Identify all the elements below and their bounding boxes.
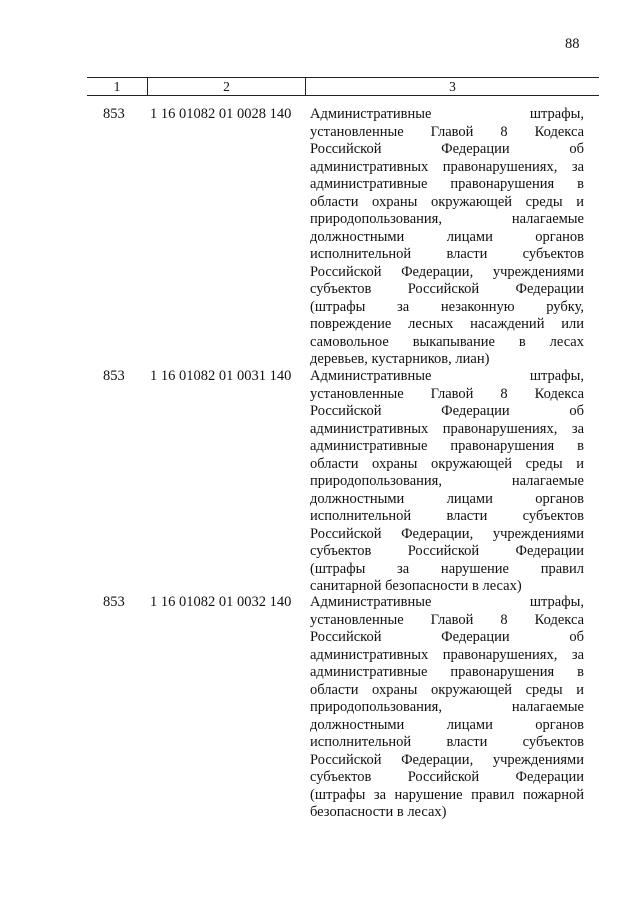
kbk-code: 1 16 01082 01 0031 140 — [150, 368, 292, 384]
description-line: Российской Федерации, учреждениями — [310, 263, 584, 280]
description-line: субъектов Российской Федерации — [310, 769, 584, 785]
description-line: самовольное выкапывание в лесах — [310, 333, 584, 350]
description-line: исполнительной власти субъектов — [310, 246, 584, 262]
description — [310, 368, 584, 596]
description-line: санитарной безопасности в лесах) — [310, 578, 522, 594]
description-line: Административные штрафы, — [310, 594, 584, 610]
description-line: административные правонарушения в — [310, 438, 584, 454]
description-line: области охраны окружающей среды и — [310, 193, 584, 210]
description-line: установленные Главой 8 Кодекса — [310, 385, 584, 402]
description-line: должностными лицами органов — [310, 716, 584, 733]
description-line: области охраны окружающей среды и — [310, 455, 584, 472]
description-line: исполнительной власти субъектов — [310, 508, 584, 524]
description-line: субъектов Российской Федерации — [310, 543, 584, 559]
description-line: (штрафы за нарушение правил — [310, 560, 584, 577]
description-line: должностными лицами органов — [310, 490, 584, 507]
description — [310, 594, 584, 822]
header-col-3: 3 — [449, 79, 456, 94]
description-line: повреждение лесных насаждений или — [310, 316, 584, 332]
kbk-code: 1 16 01082 01 0028 140 — [150, 106, 292, 122]
description-line: (штрафы за незаконную рубку, — [310, 298, 584, 315]
header-col-2: 2 — [223, 79, 230, 94]
description-line: административных правонарушениях, за — [310, 646, 584, 663]
description-line: области охраны окружающей среды и — [310, 681, 584, 698]
description-line: Российской Федерации об — [310, 629, 584, 645]
description-line: Российской Федерации об — [310, 403, 584, 419]
description-line: Российской Федерации, учреждениями — [310, 525, 584, 542]
description-line: Административные штрафы, — [310, 106, 584, 122]
header-col-1: 1 — [113, 79, 121, 94]
description-line: природопользования, налагаемые — [310, 473, 584, 489]
description-line: должностными лицами органов — [310, 228, 584, 245]
description-line: безопасности в лесах) — [310, 804, 447, 820]
description-line: субъектов Российской Федерации — [310, 281, 584, 297]
admin-code: 853 — [103, 368, 125, 384]
description-line: Административные штрафы, — [310, 368, 584, 384]
description-line: деревьев, кустарников, лиан) — [310, 351, 490, 367]
description-line: установленные Главой 8 Кодекса — [310, 611, 584, 628]
page-number: 88 — [565, 36, 580, 52]
description-line: исполнительной власти субъектов — [310, 734, 584, 750]
description-line: административных правонарушениях, за — [310, 420, 584, 437]
description-line: административные правонарушения в — [310, 176, 584, 192]
description-line: (штрафы за нарушение правил пожарной — [310, 786, 584, 803]
admin-code: 853 — [103, 106, 125, 122]
description-line: установленные Главой 8 Кодекса — [310, 123, 584, 140]
admin-code: 853 — [103, 594, 125, 610]
kbk-code: 1 16 01082 01 0032 140 — [150, 594, 292, 610]
description-line: административные правонарушения в — [310, 664, 584, 680]
table-header-row — [87, 77, 599, 96]
description-line: административных правонарушениях, за — [310, 158, 584, 175]
description-line: Российской Федерации, учреждениями — [310, 751, 584, 768]
description — [310, 106, 584, 369]
description-line: природопользования, налагаемые — [310, 699, 584, 715]
description-line: Российской Федерации об — [310, 141, 584, 157]
description-line: природопользования, налагаемые — [310, 211, 584, 227]
